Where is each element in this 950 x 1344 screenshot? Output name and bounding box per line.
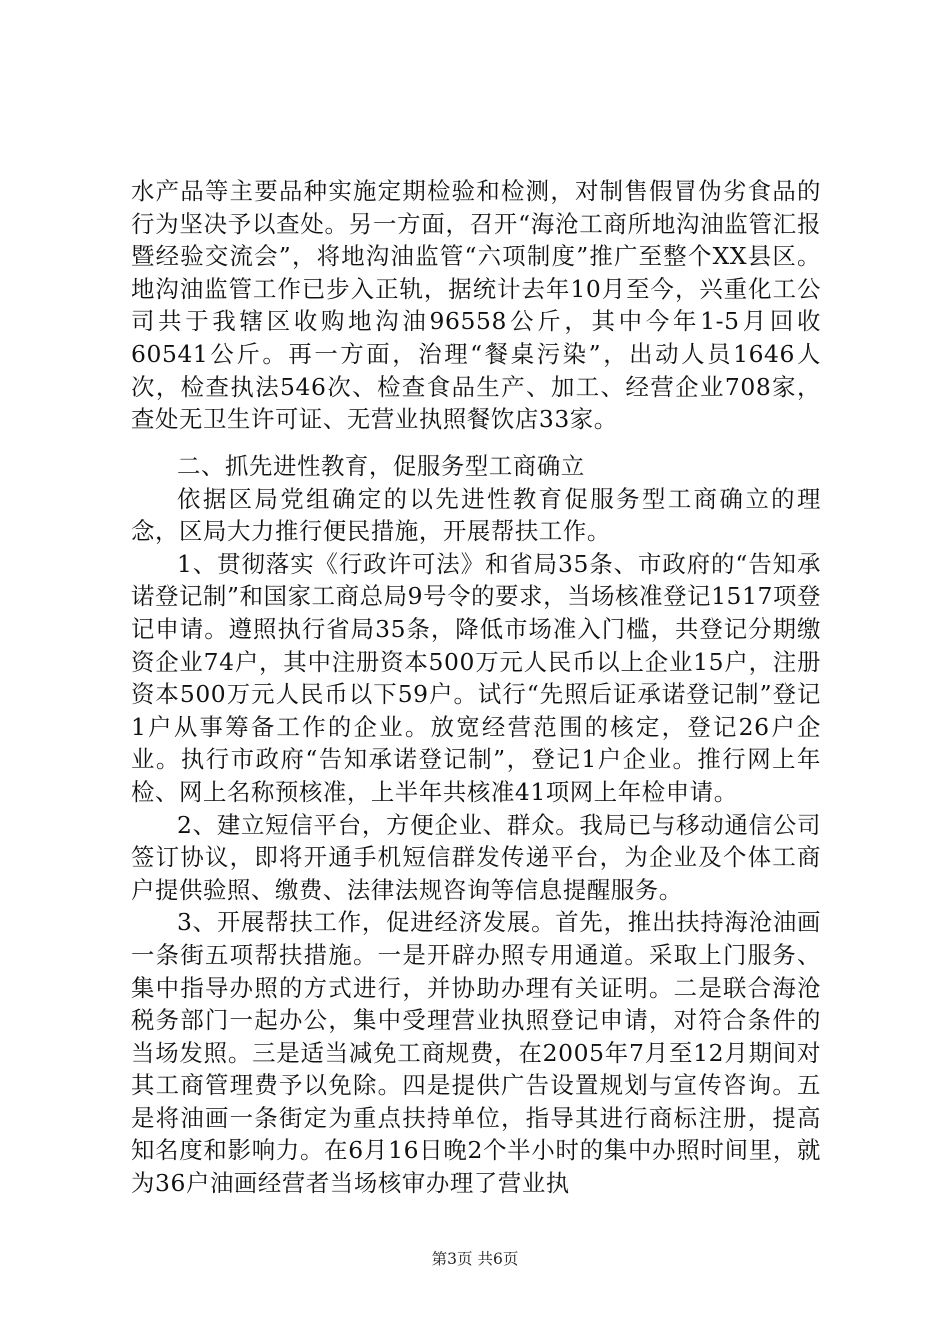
intro-paragraph: 依据区局党组确定的以先进性教育促服务型工商确立的理念，区局大力推行便民措施，开展帮扶工作。	[131, 484, 821, 546]
page-number-label: 第3页 共6页	[431, 1250, 519, 1268]
continuation-paragraph: 水产品等主要品种实施定期检验和检测，对制售假冒伪劣食品的行为坚决予以查处。另一方面，召开“海沧工商所地沟油监管汇报暨经验交流会”，将地沟油监管“六项制度”推广至整个XX县区。地沟油监管工作已步入正轨，据统计去年10月至今，兴重化工公司共于我辖区收购地沟油96558公斤，其中今年1-5月回收60541公斤。再一方面，治理“餐桌污染”，出动人员1646人次，检查执法546次、检查食品生产、加工、经营企业708家，查处无卫生许可证、无营业执照餐饮店33家。	[131, 177, 821, 434]
item-3-paragraph: 3、开展帮扶工作，促进经济发展。首先，推出扶持海沧油画一条街五项帮扶措施。一是开辟办照专用通道。采取上门服务、集中指导办照的方式进行，并协助办理有关证明。二是联合海沧税务部门一起办公，集中受理营业执照登记申请，对符合条件的当场发照。三是适当减免工商规费，在2005年7月至12月期间对其工商管理费予以免除。四是提供广告设置规划与宣传咨询。五是将油画一条街定为重点扶持单位，指导其进行商标注册，提高知名度和影响力。在6月16日晚2个半小时的集中办照时间里，就为36户油画经营者当场核审办理了营业执	[131, 908, 821, 1198]
page-footer	[0, 1247, 950, 1269]
item-2-paragraph: 2、建立短信平台，方便企业、群众。我局已与移动通信公司签订协议，即将开通手机短信群发传递平台，为企业及个体工商户提供验照、缴费、法律法规咨询等信息提醒服务。	[131, 810, 821, 904]
main-text-block	[131, 450, 821, 1200]
section-heading: 二、抓先进性教育，促服务型工商确立	[177, 452, 585, 480]
top-text-block	[131, 175, 821, 436]
item-1-paragraph: 1、贯彻落实《行政许可法》和省局35条、市政府的“告知承诺登记制”和国家工商总局9号令的要求，当场核准登记1517项登记申请。遵照执行省局35条，降低市场准入门槛，共登记分期缴资企业74户，其中注册资本500万元人民币以上企业15户，注册资本500万元人民币以下59户。试行“先照后证承诺登记制”登记1户从事筹备工作的企业。放宽经营范围的核定，登记26户企业。执行市政府“告知承诺登记制”，登记1户企业。推行网上年检、网上名称预核准，上半年共核准41项网上年检申请。	[131, 549, 821, 806]
